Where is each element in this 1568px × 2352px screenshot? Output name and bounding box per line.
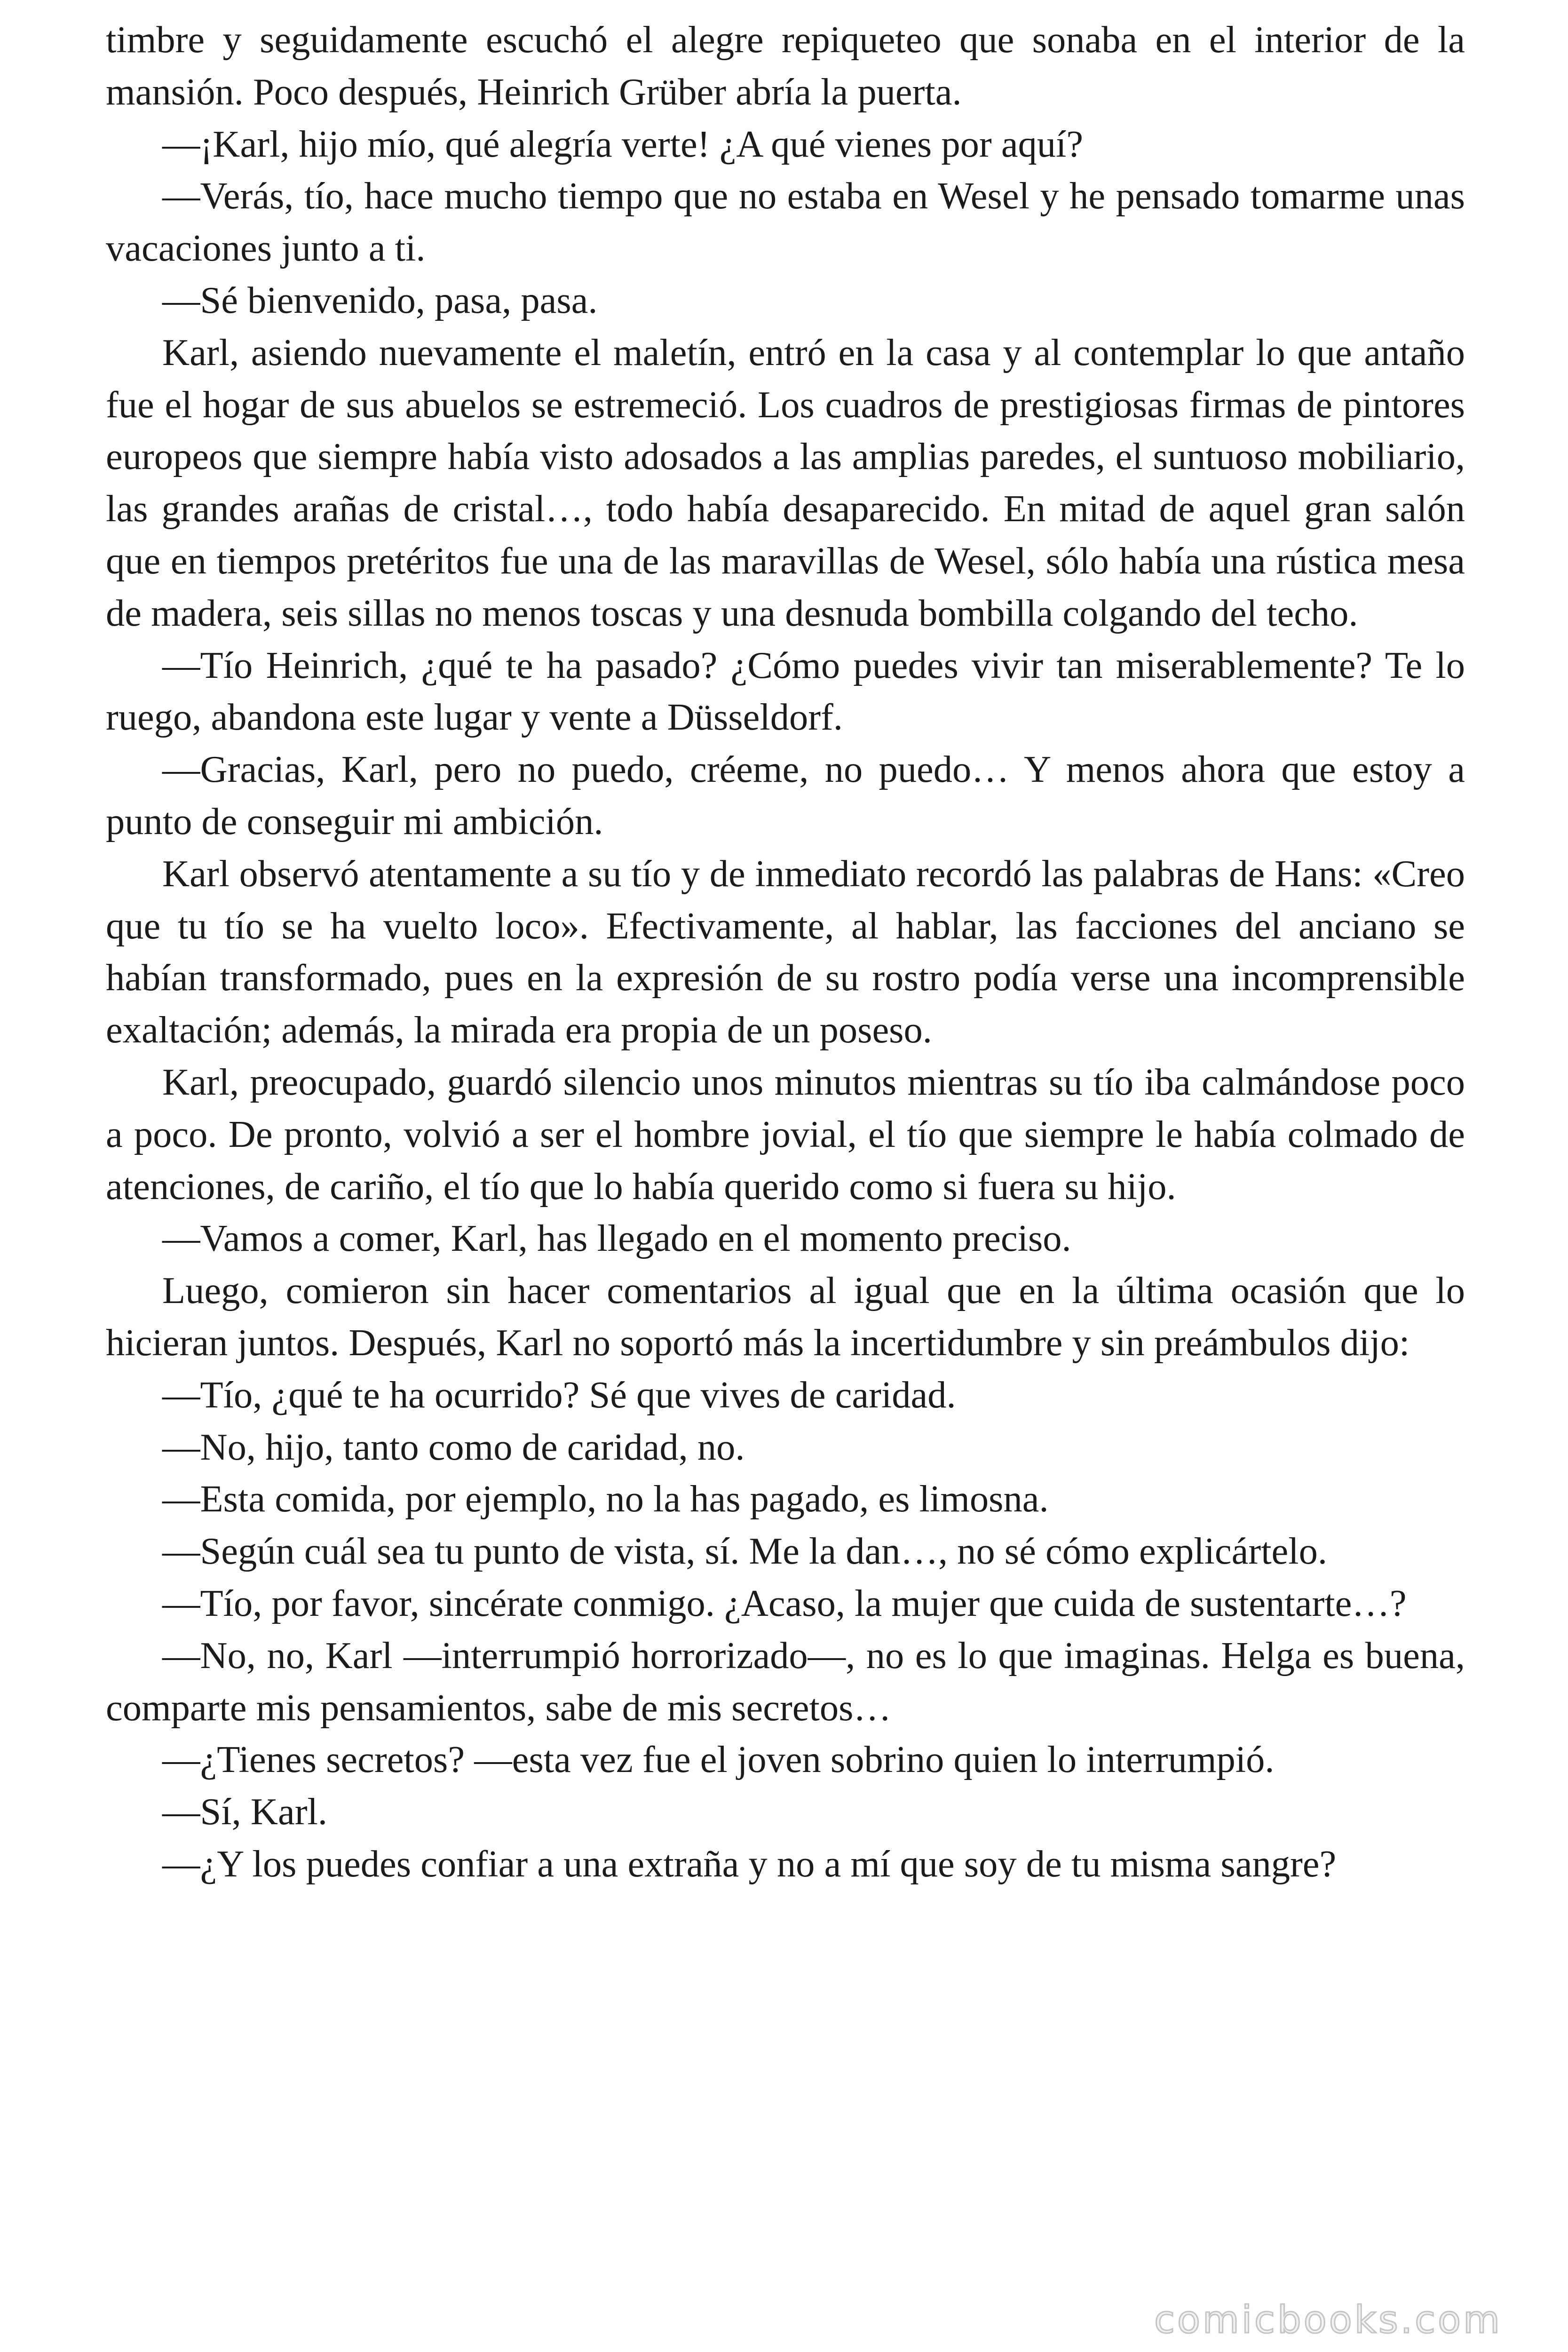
dialogue-paragraph: —Tío, por favor, sincérate conmigo. ¿Acaso, la mujer que cuida de sustentarte…? [162,1582,1407,1624]
dialogue-paragraph: —Sé bienvenido, pasa, pasa. [162,279,598,321]
watermark: comicbooks.com [1154,2298,1502,2342]
dialogue-paragraph: —¿Tienes secretos? —esta vez fue el joven sobrino quien lo interrumpió. [162,1739,1275,1781]
dialogue-paragraph: —Esta comida, por ejemplo, no la has pagado, es limosna. [162,1478,1049,1520]
dialogue-paragraph: —Vamos a comer, Karl, has llegado en el momento preciso. [162,1217,1071,1260]
dialogue-paragraph: —Tío Heinrich, ¿qué te ha pasado? ¿Cómo puedes vivir tan miserablemente? Te lo ruego, abandona este lugar y vente a Düsseldorf. [106,644,1465,739]
narrative-paragraph: Karl, preocupado, guardó silencio unos minutos mientras su tío iba calmándose poco a poco. De pronto, volvió a ser el hombre jovial, el tío que siempre le había colmado de atenciones, de cariño, el tío que lo había querido como si fuera su hijo. [106,1061,1465,1208]
narrative-paragraph: Karl, asiendo nuevamente el maletín, entró en la casa y al contemplar lo que antaño fue el hogar de sus abuelos se estremeció. Los cuadros de prestigiosas firmas de pintores europeos que siempre había visto adosados a las amplias paredes, el suntuoso mobiliario, las grandes arañas de cristal…, todo había desaparecido. En mitad de aquel gran salón que en tiempos pretéritos fue una de las maravillas de Wesel, sólo había una rústica mesa de madera, seis sillas no menos toscas y una desnuda bombilla colgando del techo. [106,331,1465,634]
dialogue-paragraph: —Tío, ¿qué te ha ocurrido? Sé que vives de caridad. [162,1374,956,1416]
dialogue-paragraph: —Sí, Karl. [162,1791,328,1833]
paragraph-continuation: timbre y seguidamente escuchó el alegre repiqueteo que sonaba en el interior de la mansión. Poco después, Heinrich Grüber abría la puerta. [106,19,1465,113]
narrative-paragraph: Luego, comieron sin hacer comentarios al igual que en la última ocasión que lo hicieran juntos. Después, Karl no soportó más la incertidumbre y sin preámbulos dijo: [106,1270,1465,1364]
dialogue-paragraph: —No, no, Karl —interrumpió horrorizado—, no es lo que imaginas. Helga es buena, comparte mis pensamientos, sabe de mis secretos… [106,1634,1465,1729]
dialogue-paragraph: —Gracias, Karl, pero no puedo, créeme, no puedo… Y menos ahora que estoy a punto de conseguir mi ambición. [106,748,1465,842]
dialogue-paragraph: —No, hijo, tanto como de caridad, no. [162,1426,745,1468]
dialogue-paragraph: —Según cuál sea tu punto de vista, sí. Me la dan…, no sé cómo explicártelo. [162,1530,1328,1573]
dialogue-paragraph: —¿Y los puedes confiar a una extraña y no a mí que soy de tu misma sangre? [162,1843,1337,1885]
narrative-paragraph: Karl observó atentamente a su tío y de inmediato recordó las palabras de Hans: «Creo que tu tío se ha vuelto loco». Efectivamente, al hablar, las facciones del anciano se habían transformado, pues en la expresión de su rostro podía verse una incomprensible exaltación; además, la mirada era propia de un poseso. [106,852,1465,1051]
book-page-text [106,14,1465,1891]
dialogue-paragraph: —Verás, tío, hace mucho tiempo que no estaba en Wesel y he pensado tomarme unas vacaciones junto a ti. [106,175,1465,270]
dialogue-paragraph: —¡Karl, hijo mío, qué alegría verte! ¿A qué vienes por aquí? [162,123,1084,165]
